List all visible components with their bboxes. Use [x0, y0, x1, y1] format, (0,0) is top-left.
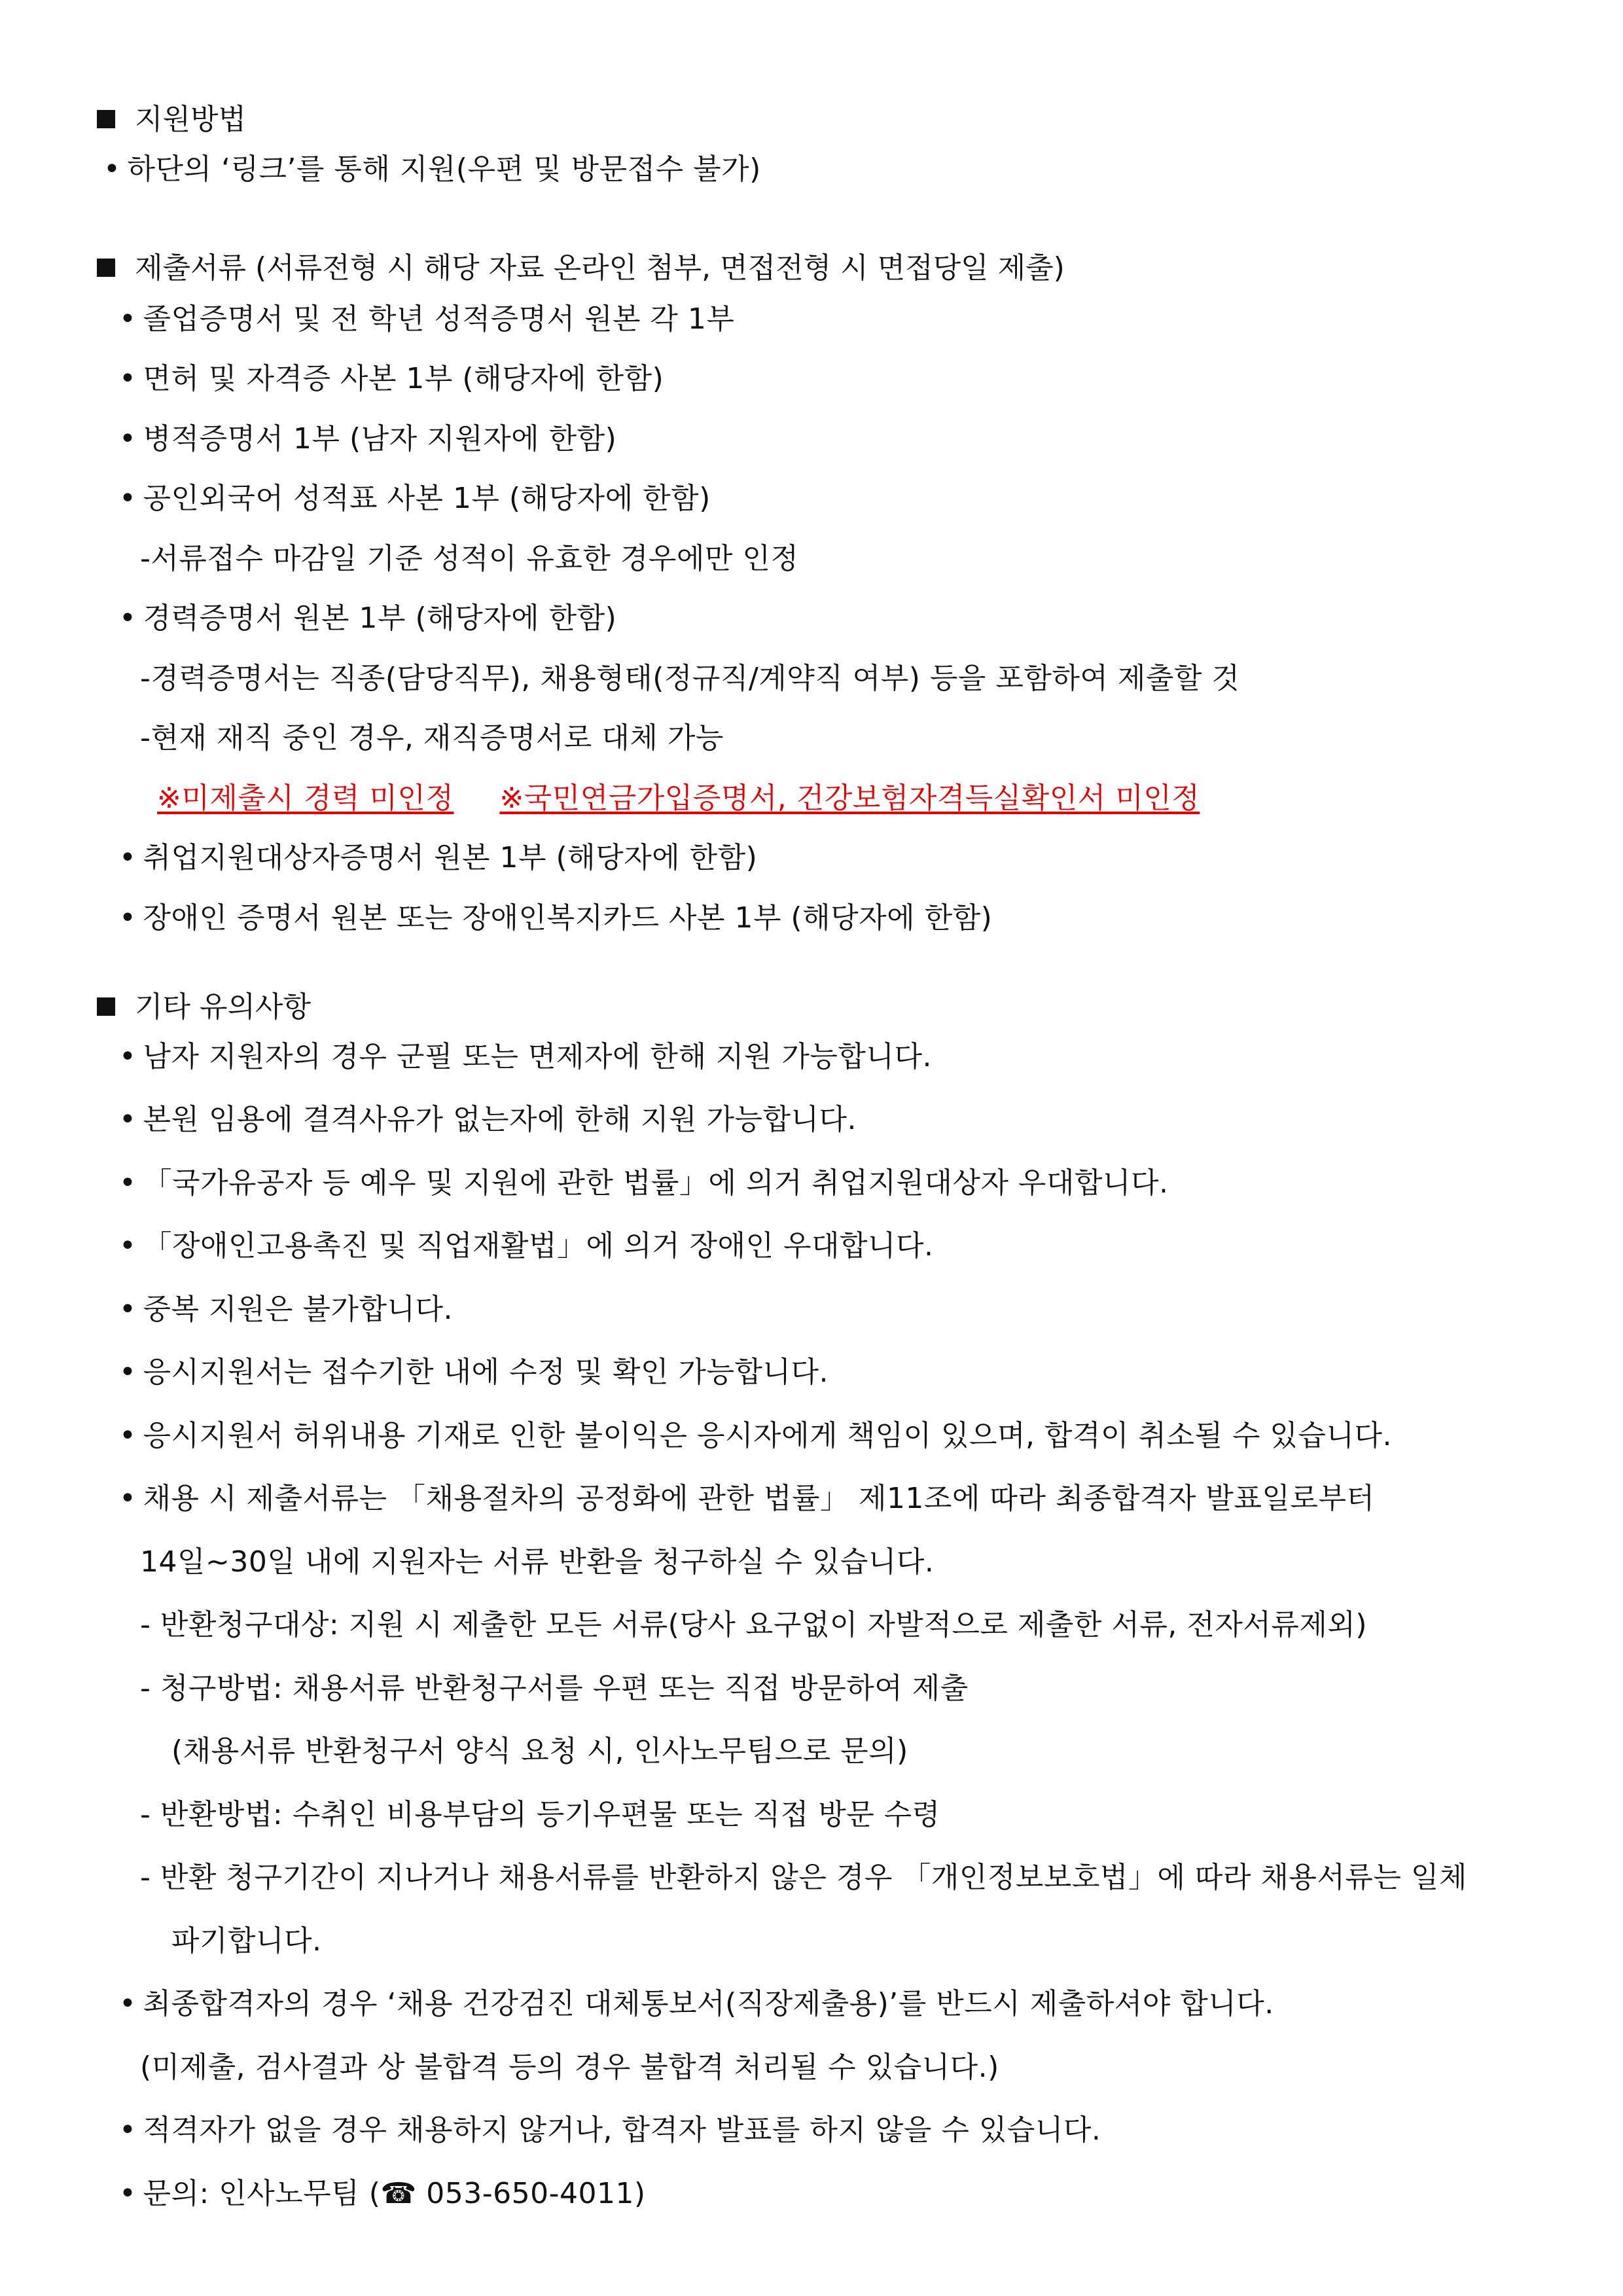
section-title: 제출서류 (서류전형 시 해당 자료 온라인 첨부, 면접전형 시 면접당일 제출)	[135, 251, 1065, 285]
warning-text: ※국민연금가입증명서, 건강보험자격득실확인서 미인정	[499, 781, 1200, 815]
bullet-icon: •	[119, 841, 137, 874]
bullet-icon: •	[119, 422, 137, 456]
bullet-icon: •	[119, 1293, 137, 1326]
list-item: • 경력증명서 원본 1부 (해당자에 한함)	[119, 601, 617, 635]
bullet-icon: •	[119, 2113, 137, 2147]
list-item: • 공인외국어 성적표 사본 1부 (해당자에 한함)	[119, 482, 711, 515]
list-subitem: -경력증명서는 직종(담당직무), 채용형태(정규직/계약직 여부) 등을 포함하여 제출할 것	[140, 662, 1240, 695]
bullet-icon: •	[119, 2177, 137, 2210]
list-subitem: -현재 재직 중인 경우, 재직증명서로 대체 가능	[140, 721, 724, 755]
section-title: 지원방법	[135, 103, 247, 136]
list-continuation: 14일~30일 내에 지원자는 서류 반환을 청구하실 수 있습니다.	[140, 1545, 935, 1579]
square-bullet-icon	[97, 997, 115, 1016]
list-item: • 졸업증명서 및 전 학년 성적증명서 원본 각 1부	[119, 302, 735, 336]
list-item: • 면허 및 자격증 사본 1부 (해당자에 한함)	[119, 362, 664, 395]
list-subitem: - 반환 청구기간이 지나거나 채용서류를 반환하지 않은 경우 「개인정보보호법」에 따라 채용서류는 일체	[140, 1861, 1467, 1894]
list-continuation: 파기합니다.	[171, 1924, 322, 1958]
bullet-icon: •	[119, 1419, 137, 1452]
list-item: • 장애인 증명서 원본 또는 장애인복지카드 사본 1부 (해당자에 한함)	[119, 901, 993, 935]
bullet-icon: •	[119, 1482, 137, 1515]
list-item-contact	[119, 2170, 646, 2212]
square-bullet-icon	[97, 110, 115, 128]
section-apply-heading	[97, 96, 246, 137]
list-item: • 병적증명서 1부 (남자 지원자에 한함)	[119, 422, 617, 456]
warning-text: ※미제출시 경력 미인정	[157, 781, 454, 815]
list-item: • 적격자가 없을 경우 채용하지 않거나, 합격자 발표를 하지 않을 수 있습니다.	[119, 2113, 1101, 2147]
bullet-icon: •	[119, 302, 137, 336]
list-subitem: - 청구방법: 채용서류 반환청구서를 우편 또는 직접 방문하여 제출	[140, 1672, 969, 1705]
list-subitem: -서류접수 마감일 기준 성적이 유효한 경우에만 인정	[140, 542, 799, 575]
section-notes-heading	[97, 983, 311, 1025]
section-title: 기타 유의사항	[135, 990, 312, 1024]
list-item: • 최종합격자의 경우 ‘채용 건강검진 대체통보서(직장제출용)’를 반드시 제출하셔야 합니다.	[119, 1987, 1274, 2020]
list-continuation: (채용서류 반환청구서 양식 요청 시, 인사노무팀으로 문의)	[171, 1734, 908, 1768]
list-item: • 응시지원서 허위내용 기재로 인한 불이익은 응시자에게 책임이 있으며, 합격이 취소될 수 있습니다.	[119, 1419, 1392, 1452]
bullet-icon: •	[119, 1040, 137, 1073]
list-item: • 남자 지원자의 경우 군필 또는 면제자에 한해 지원 가능합니다.	[119, 1040, 932, 1073]
square-bullet-icon	[97, 259, 115, 277]
bullet-icon: •	[119, 362, 137, 395]
list-item: • 채용 시 제출서류는 「채용절차의 공정화에 관한 법률」 제11조에 따라 최종합격자 발표일로부터	[119, 1482, 1375, 1515]
list-item: • 중복 지원은 불가합니다.	[119, 1293, 453, 1326]
section-docs-heading	[97, 244, 1065, 286]
list-subitem: - 반환방법: 수취인 비용부담의 등기우편물 또는 직접 방문 수령	[140, 1798, 940, 1831]
bullet-icon: •	[103, 152, 121, 186]
bullet-icon: •	[119, 901, 137, 935]
list-item: • 취업지원대상자증명서 원본 1부 (해당자에 한함)	[119, 841, 758, 874]
list-item: • 응시지원서는 접수기한 내에 수정 및 확인 가능합니다.	[119, 1355, 829, 1389]
bullet-icon: •	[119, 482, 137, 515]
list-item: • 하단의 ‘링크’를 통해 지원(우편 및 방문접수 불가)	[103, 152, 761, 186]
bullet-icon: •	[119, 1355, 137, 1389]
contact-text: 문의: 인사노무팀 (☎ 053-650-4011)	[143, 2177, 646, 2210]
bullet-icon: •	[119, 1987, 137, 2020]
list-item: • 「국가유공자 등 예우 및 지원에 관한 법률」에 의거 취업지원대상자 우대합니다.	[119, 1166, 1169, 1200]
warning-line	[157, 774, 1200, 816]
bullet-icon: •	[119, 601, 137, 635]
list-subitem: - 반환청구대상: 지원 시 제출한 모든 서류(당사 요구없이 자발적으로 제출한 서류, 전자서류제외)	[140, 1608, 1368, 1641]
list-item: • 「장애인고용촉진 및 직업재활법」에 의거 장애인 우대합니다.	[119, 1229, 934, 1263]
list-item: • 본원 임용에 결격사유가 없는자에 한해 지원 가능합니다.	[119, 1103, 857, 1136]
list-continuation: (미제출, 검사결과 상 불합격 등의 경우 불합격 처리될 수 있습니다.)	[140, 2051, 999, 2084]
bullet-icon: •	[119, 1103, 137, 1136]
bullet-icon: •	[119, 1166, 137, 1200]
bullet-icon: •	[119, 1229, 137, 1263]
